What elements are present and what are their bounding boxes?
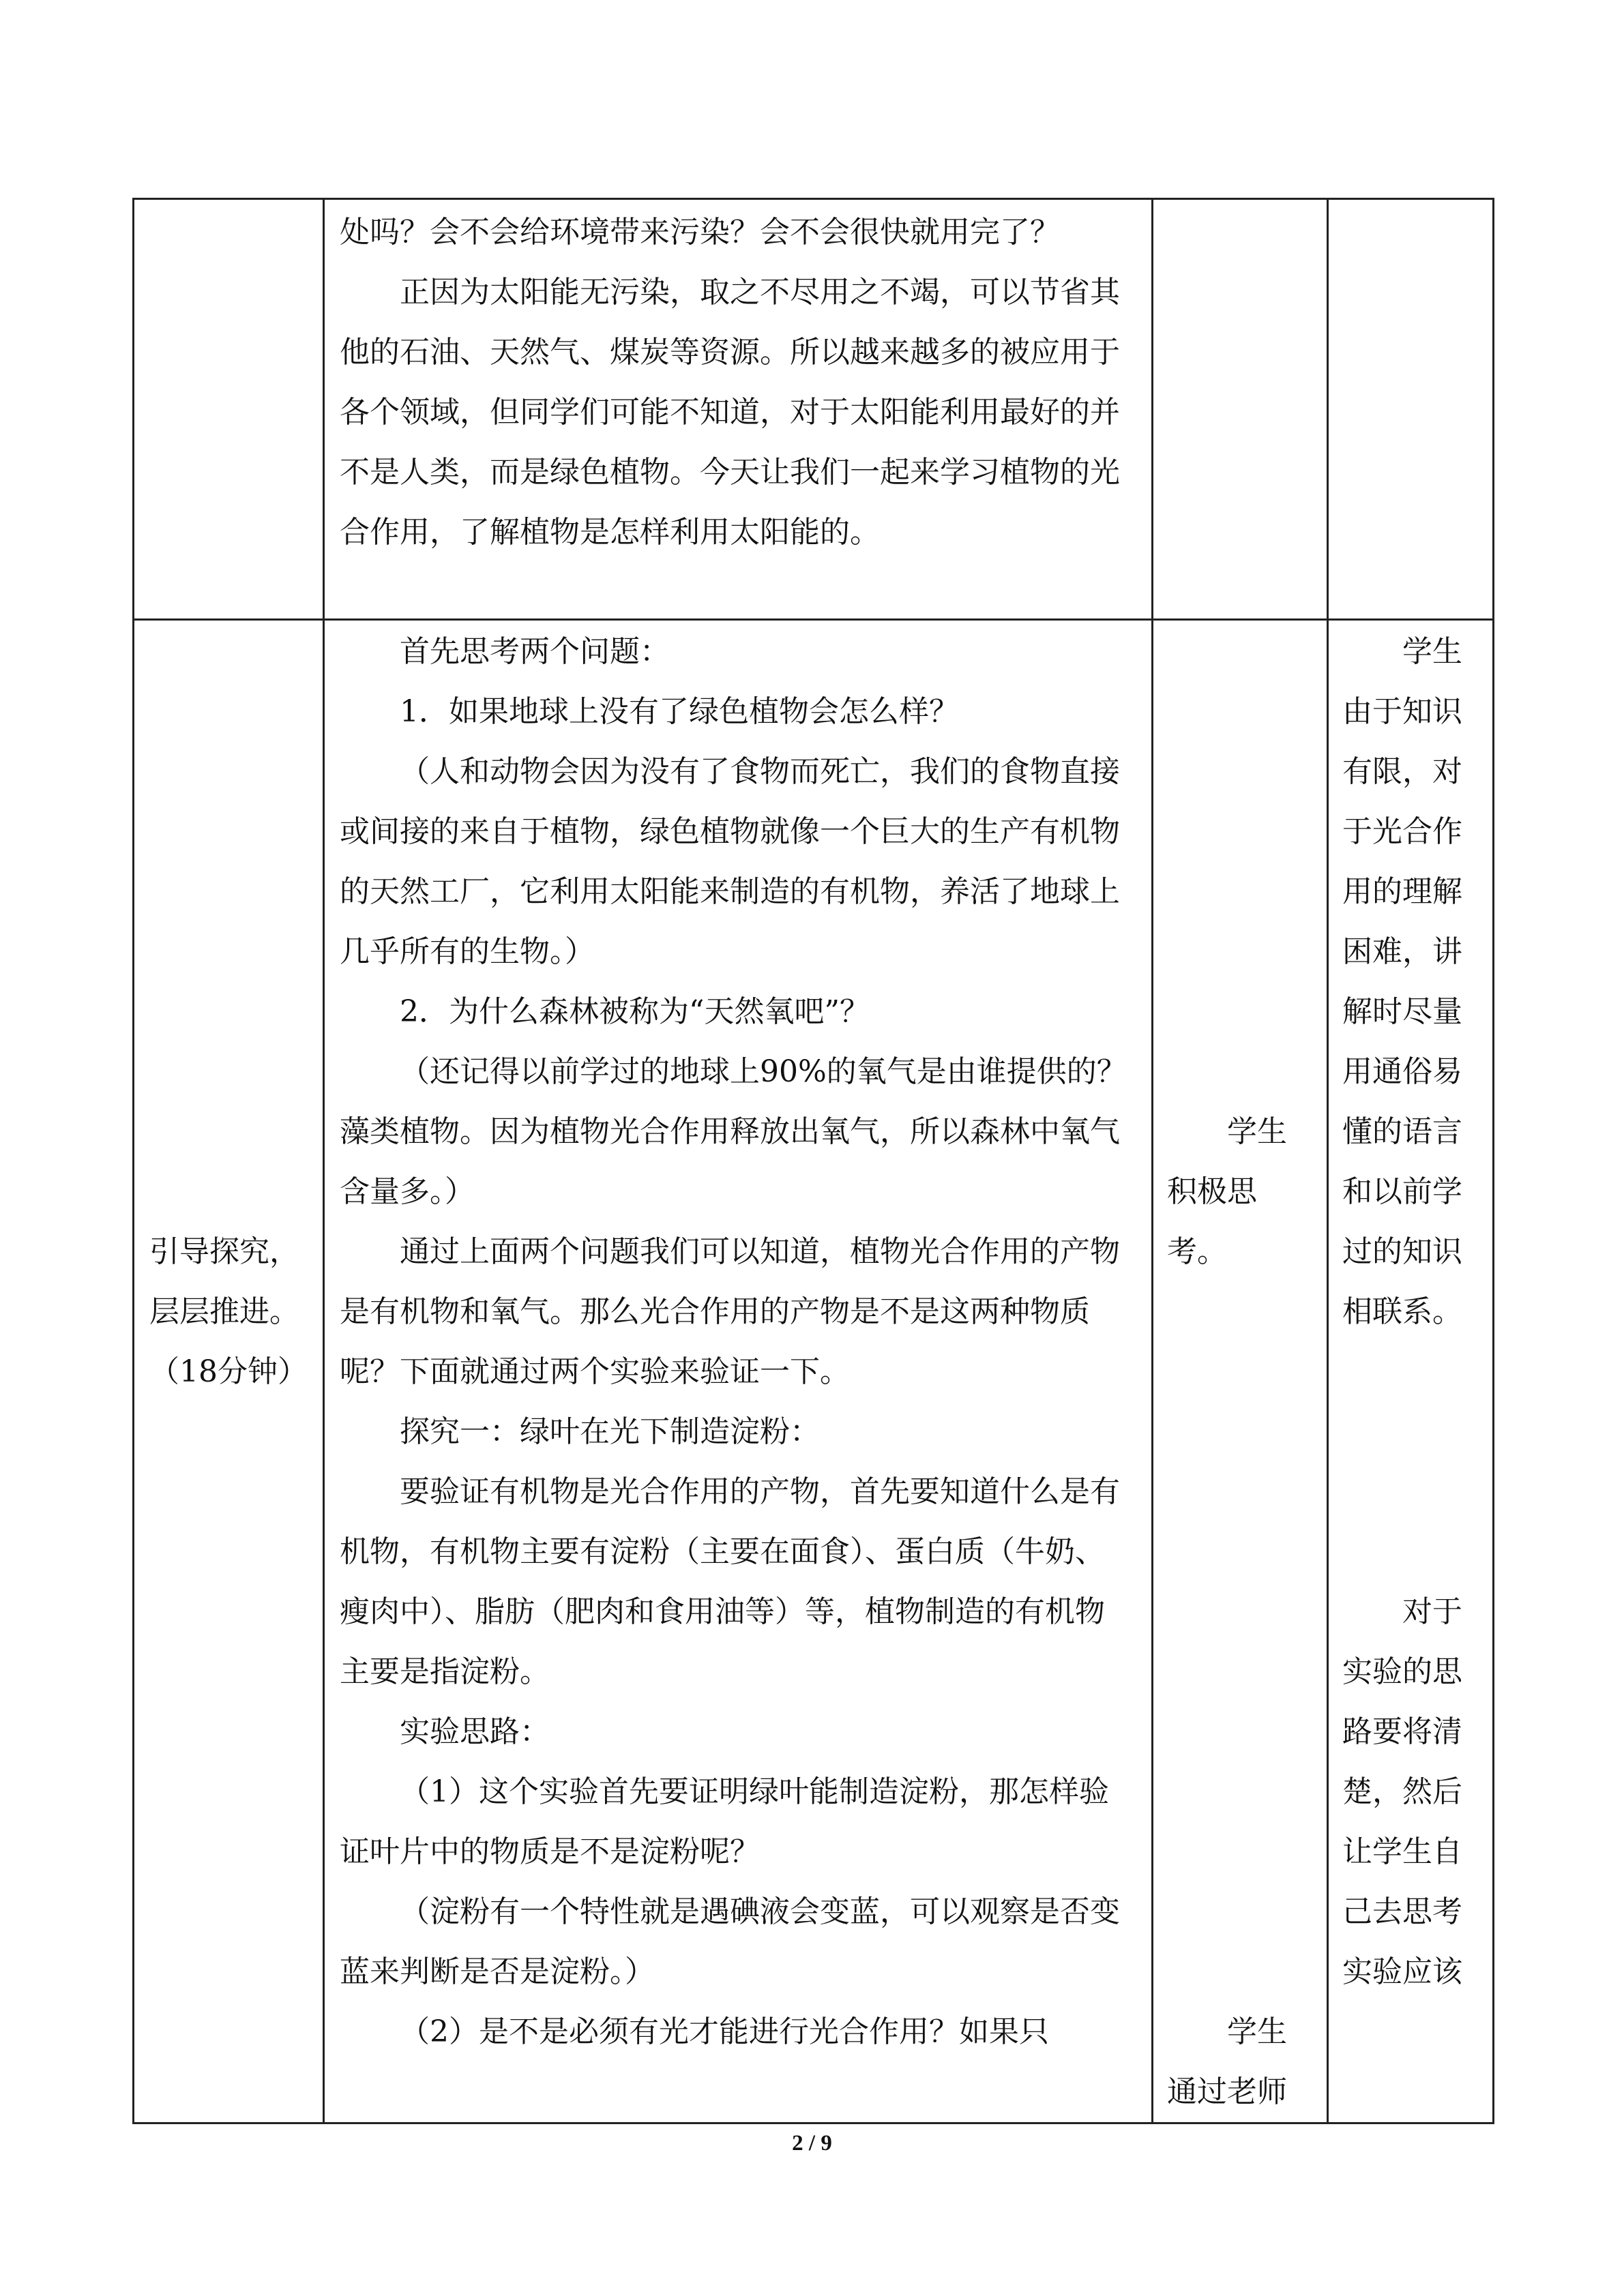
paragraph: 探究一：绿叶在光下制造淀粉： xyxy=(400,1414,820,1449)
design-intent-cell xyxy=(1328,199,1494,620)
spacer xyxy=(1167,622,1316,1102)
paragraph: （还记得以前学过的地球上90%的氧气是由谁提供的？藻类植物。因为植物光合作用释放出氧气，所以森林中氧气含量多。） xyxy=(340,1054,1127,1209)
student-activity-cell xyxy=(1153,620,1328,2123)
design-intent-text: 对于实验的思路要将清楚，然后让学生自己去思考实验应该 xyxy=(1342,1594,1462,1989)
paragraph: 1．如果地球上没有了绿色植物会怎么样？ xyxy=(400,694,959,729)
spacer xyxy=(149,622,312,1222)
paragraph: 处吗？会不会给环境带来污染？会不会很快就用完了？ xyxy=(340,215,1060,250)
paragraph: （1）这个实验首先要证明绿叶能制造淀粉，那怎样验证叶片中的物质是不是淀粉呢？ xyxy=(340,1774,1109,1869)
spacer xyxy=(1342,1342,1483,1582)
page-number: 2 / 9 xyxy=(792,2131,832,2156)
stage-cell xyxy=(134,620,324,2123)
stage-cell xyxy=(134,199,324,620)
table-row xyxy=(134,620,1494,2123)
stage-label: 引导探究，层层推进。（18分钟） xyxy=(149,1234,308,1389)
paragraph: （2）是不是必须有光才能进行光合作用？如果只 xyxy=(400,2014,1049,2049)
student-activity-text: 学生积极思考。 xyxy=(1167,1114,1287,1269)
paragraph: 通过上面两个问题我们可以知道，植物光合作用的产物是有机物和氧气。那么光合作用的产物是不是这两种物质呢？下面就通过两个实验来验证一下。 xyxy=(340,1234,1120,1389)
paragraph: 2．为什么森林被称为“天然氧吧”？ xyxy=(400,994,870,1029)
table-row xyxy=(134,199,1494,620)
student-activity-cell xyxy=(1153,199,1328,620)
spacer xyxy=(1167,1282,1316,2002)
content-cell xyxy=(324,620,1153,2123)
design-intent-text: 学生由于知识有限，对于光合作用的理解困难，讲解时尽量用通俗易懂的语言和以前学过的知识相联系。 xyxy=(1342,634,1462,1329)
content-cell xyxy=(324,199,1153,620)
lesson-plan-table xyxy=(132,198,1494,2124)
paragraph: （淀粉有一个特性就是遇碘液会变蓝，可以观察是否变蓝来判断是否是淀粉。） xyxy=(340,1894,1120,1989)
paragraph: 首先思考两个问题： xyxy=(400,634,670,669)
student-activity-text: 学生通过老师 xyxy=(1167,2014,1287,2109)
paragraph: 实验思路： xyxy=(400,1714,550,1749)
design-intent-cell xyxy=(1328,620,1494,2123)
paragraph: 正因为太阳能无污染，取之不尽用之不竭，可以节省其他的石油、天然气、煤炭等资源。所以越来越多的被应用于各个领域，但同学们可能不知道，对于太阳能利用最好的并不是人类，而是绿色植物。今天让我们一起来学习植物的光合作用，了解植物是怎样利用太阳能的。 xyxy=(340,275,1120,550)
paragraph: （人和动物会因为没有了食物而死亡，我们的食物直接或间接的来自于植物，绿色植物就像一个巨大的生产有机物的天然工厂，它利用太阳能来制造的有机物，养活了地球上几乎所有的生物。） xyxy=(340,754,1120,969)
paragraph: 要验证有机物是光合作用的产物，首先要知道什么是有机物，有机物主要有淀粉（主要在面食）、蛋白质（牛奶、瘦肉中）、脂肪（肥肉和食用油等）等，植物制造的有机物主要是指淀粉。 xyxy=(340,1474,1120,1689)
